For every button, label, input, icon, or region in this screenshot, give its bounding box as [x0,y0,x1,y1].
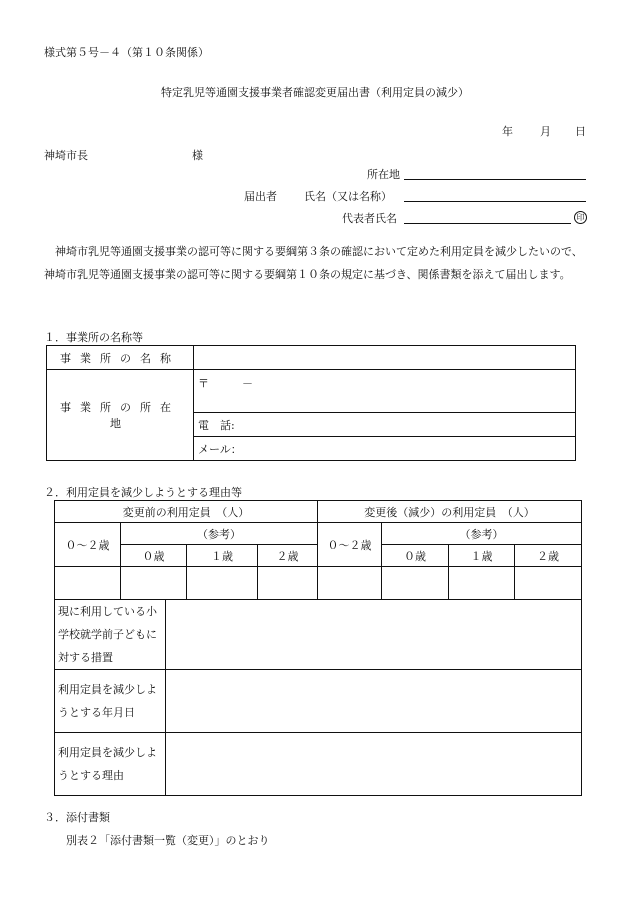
after-col-0: ０歳 [382,545,449,567]
measures-field[interactable] [166,600,582,670]
before-2-value[interactable] [258,567,318,600]
before-0-2-value[interactable] [55,567,121,600]
seal-mark: 印 [574,211,587,224]
applicant-address-line[interactable] [404,179,586,180]
reduction-reason-label: 利用定員を減少しようとする理由 [55,733,166,796]
date-day: 日 [575,125,586,138]
capacity-table [54,500,582,796]
facility-address-label: 事業所の所在地 [47,370,194,461]
before-col-2: ２歳 [258,545,318,567]
reduction-date-label: 利用定員を減少しようとする年月日 [55,670,166,733]
form-number: 様式第５号－４（第１０条関係） [44,46,209,59]
body-paragraph: 神埼市乳児等通園支援事業の認可等に関する要綱第３条の確認において定めた利用定員を減少したいので、神埼市乳児等通園支援事業の認可等に関する要綱第１０条の規定に基づき、関係書類を添えて届出します。 [44,245,583,281]
after-capacity-label: 変更後（減少）の利用定員 （人） [318,501,582,523]
facility-mail-field[interactable]: メール： [194,437,576,461]
after-col-0-2: ０～２歳 [318,523,382,567]
applicant-role-label: 届出者 [244,190,277,203]
before-1-value[interactable] [187,567,258,600]
before-col-0: ０歳 [121,545,187,567]
before-col-0-2: ０～２歳 [55,523,121,567]
reduction-reason-field[interactable] [166,733,582,796]
after-2-value[interactable] [515,567,582,600]
facility-phone-field[interactable]: 電 話: [194,413,576,437]
facility-postal-field[interactable]: 〒 － [194,370,576,413]
addressee-name: 神埼市長 [44,149,88,162]
section2-heading: ２．利用定員を減少しようとする理由等 [44,486,242,499]
addressee-honorific: 様 [192,149,203,162]
before-capacity-label: 変更前の利用定員 （人） [55,501,318,523]
after-1-value[interactable] [449,567,515,600]
applicant-rep-label: 代表者氏名 [342,212,397,225]
document-title: 特定乳児等通園支援事業者確認変更届出書（利用定員の減少） [161,86,469,99]
applicant-name-line[interactable] [404,201,586,202]
measures-label: 現に利用している小学校就学前子どもに対する措置 [55,600,166,670]
before-0-value[interactable] [121,567,187,600]
after-col-1: １歳 [449,545,515,567]
section3-text: 別表２「添付書類一覧（変更）」のとおり [66,834,270,847]
after-reference-label: （参考） [382,523,582,545]
after-col-2: ２歳 [515,545,582,567]
applicant-name-label: 氏名（又は名称） [304,190,392,203]
before-col-1: １歳 [187,545,258,567]
before-reference-label: （参考） [121,523,318,545]
section3-heading: ３．添付書類 [44,811,110,824]
date-month: 月 [540,125,551,138]
after-0-value[interactable] [382,567,449,600]
facility-name-label: 事業所の名称 [47,346,194,370]
facility-name-field[interactable] [194,346,576,370]
date-year: 年 [502,125,513,138]
facility-table [46,345,576,461]
reduction-date-field[interactable] [166,670,582,733]
after-0-2-value[interactable] [318,567,382,600]
applicant-address-label: 所在地 [367,168,400,181]
applicant-rep-line[interactable] [404,223,571,224]
section1-heading: １．事業所の名称等 [44,331,143,344]
